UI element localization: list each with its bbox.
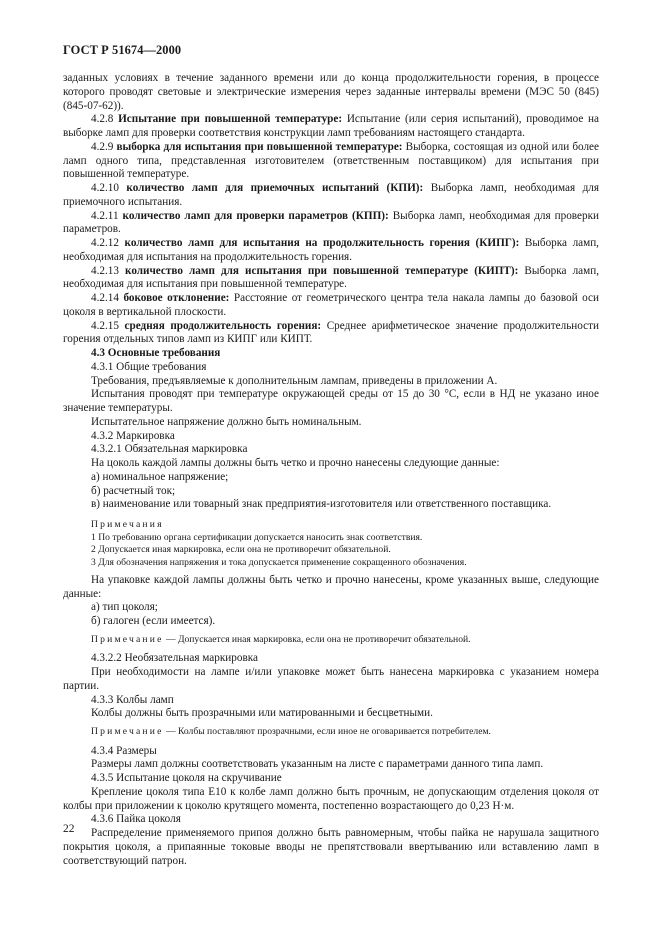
definition-4-2-10: 4.2.10 количество ламп для приемочных испытаний (КПИ): Выборка ламп, необходимая для приемочного испытания. (63, 182, 600, 208)
term: боковое отклонение: (123, 292, 230, 304)
paragraph: Колбы должны быть прозрачными или матированными и бесцветными. (91, 707, 433, 720)
paragraph: Распределение применяемого припоя должно быть равномерным, чтобы пайка не нарушала защитного покрытия цоколя, а припаянные токовые вводы не препятствовали ввертыванию или вставлению ламп в соответствующий патрон. (63, 827, 599, 867)
paragraph: На упаковке каждой лампы должны быть четко и прочно нанесены, кроме указанных выше, следующие данные: (63, 573, 599, 600)
definition-4-2-13: 4.2.13 количество ламп для испытания при повышенной температуре (КИПТ): Выборка ламп, необходимая для испытания при повышенной температуре. (63, 264, 599, 291)
list-item: б) расчетный ток; (91, 484, 176, 497)
paragraph: Испытательное напряжение должно быть номинальным. (91, 415, 362, 428)
term: Испытание при повышенной температуре: (118, 113, 343, 126)
section-heading-4-3-2-2: 4.3.2.2 Необязательная маркировка (91, 652, 258, 665)
note: Примечание — Допускается иная маркировка, если она не противоречит обязательной. (91, 633, 471, 645)
document-header: ГОСТ Р 51674—2000 (63, 43, 182, 57)
term: выборка для испытания при повышенной температуре: (116, 140, 403, 153)
list-item: а) номинальное напряжение; (91, 470, 229, 483)
term: количество ламп для испытания при повышенной температуре (КИПТ): (125, 264, 519, 277)
section-heading-4-3-5: 4.3.5 Испытание цоколя на скручивание (91, 772, 282, 785)
section-heading-4-3-2: 4.3.2 Маркировка (91, 429, 175, 442)
term: количество ламп для приемочных испытаний (КПИ): (126, 182, 424, 194)
list-item: а) тип цоколя; (91, 601, 158, 614)
definition-4-2-8: 4.2.8 Испытание при повышенной температуре: Испытание (или серия испытаний), проводимое на выборке ламп для проверки соответствия конструкции ламп требованиям настоящего стандарта. (63, 113, 599, 139)
section-heading-4-3-3: 4.3.3 Колбы ламп (91, 693, 174, 706)
list-item: б) галоген (если имеется). (91, 615, 216, 628)
term: средняя продолжительность горения: (124, 319, 322, 332)
definition-4-2-15: 4.2.15 средняя продолжительность горения: Среднее арифметическое значение продолжительности горения отдельных типов ламп из КИПГ или КИПТ. (63, 319, 600, 346)
paragraph: На цоколь каждой лампы должны быть четко и прочно нанесены следующие данные: (91, 457, 500, 469)
page-number: 22 (63, 823, 75, 835)
section-heading-4-3-4: 4.3.4 Размеры (91, 744, 157, 757)
definition-4-2-12: 4.2.12 количество ламп для испытания на продолжительность горения (КИПГ): Выборка ламп, необходимая для испытания на продолжительность горения. (63, 237, 599, 263)
term: количество ламп для проверки параметров (КПП): (122, 209, 389, 222)
term: количество ламп для испытания на продолжительность горения (КИПГ): (124, 237, 520, 249)
definition-4-2-9: 4.2.9 выборка для испытания при повышенной температуре: Выборка, состоящая из одной или более ламп одного типа, представленная изготовителем (ответственным поставщиком) для испытания при повышенной температуре. (63, 140, 599, 181)
section-heading-4-3-1: 4.3.1 Общие требования (91, 360, 207, 373)
definition-4-2-14: 4.2.14 боковое отклонение: Расстояние от геометрического центра тела накала лампы до базовой оси цоколя в вертикальной плоскости. (63, 292, 599, 318)
notes-header: Примечания (91, 519, 164, 530)
definition-4-2-11: 4.2.11 количество ламп для проверки параметров (КПП): Выборка ламп, необходимая для проверки параметров. (63, 209, 599, 236)
paragraph: Испытания проводят при температуре окружающей среды от 15 до 30 °С, если в НД не указано иное значение температуры. (63, 388, 599, 414)
document-body (63, 72, 599, 868)
paragraph: Крепление цоколя типа Е10 к колбе ламп должно быть прочным, не допускающим отделения цоколя от колбы при приложении к цоколю крутящего момента, постепенно возрастающего до 0,23 Н·м. (63, 785, 599, 812)
section-heading-4-3-6: 4.3.6 Пайка цоколя (91, 813, 181, 826)
section-heading-4-3-2-1: 4.3.2.1 Обязательная маркировка (91, 443, 248, 456)
paragraph: При необходимости на лампе и/или упаковке может быть нанесена маркировка с указанием номера партии. (63, 666, 599, 692)
list-item: в) наименование или товарный знак предприятия-изготовителя или ответственного поставщика. (91, 498, 552, 511)
paragraph: Размеры ламп должны соответствовать указанным на листе с параметрами данного типа ламп. (91, 758, 544, 771)
note-item: 2 Допускается иная маркировка, если она не противоречит обязательной. (91, 544, 391, 556)
note-item: 3 Для обозначения напряжения и тока допускается применение сокращенного обозначения. (91, 556, 467, 568)
paragraph-continuation: заданных условиях в течение заданного времени или до конца продолжительности горения, в процессе которого проводят световые и электрические измерения через заданные интервалы времени (МЭС 50 (845) (845-07-62)). (63, 72, 599, 112)
note: Примечание — Колбы поставляют прозрачными, если иное не оговаривается потребителем. (91, 726, 491, 738)
section-heading-4-3: 4.3 Основные требования (91, 347, 221, 359)
note-item: 1 По требованию органа сертификации допускается наносить знак соответствия. (91, 531, 423, 543)
paragraph: Требования, предъявляемые к дополнительным лампам, приведены в приложении А. (91, 374, 498, 387)
